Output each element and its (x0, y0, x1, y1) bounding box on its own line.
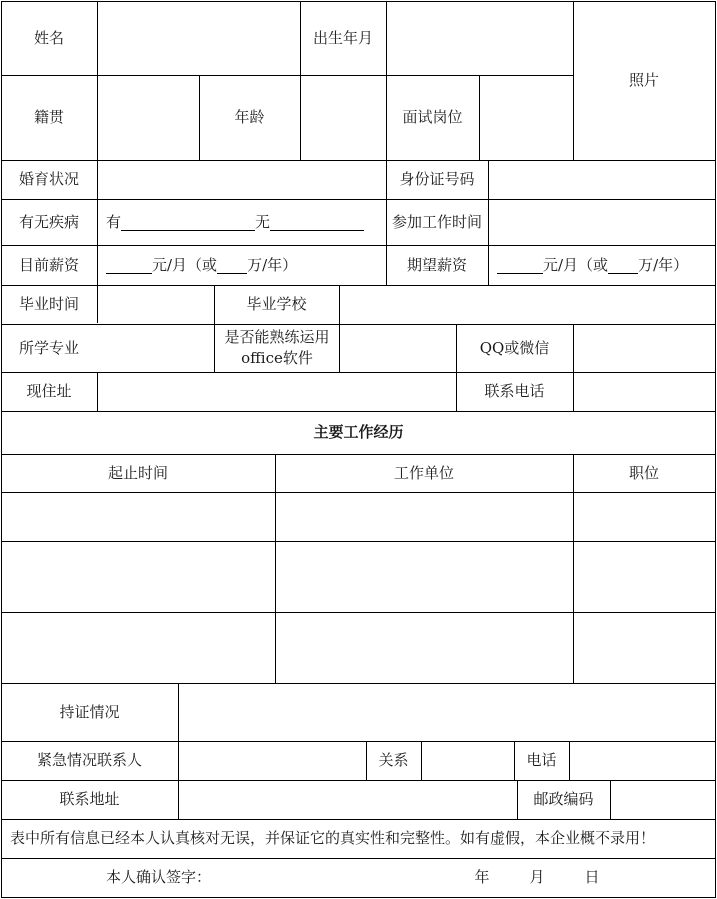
major-field[interactable] (98, 325, 214, 372)
col-period-header: 起止时间 (107, 463, 168, 482)
emergency-label: 紧急情况联系人 (36, 751, 142, 769)
postcode-field[interactable] (611, 781, 715, 819)
id-label: 身份证号码 (399, 170, 475, 188)
date-day-label: 日 (584, 868, 600, 886)
position-field[interactable] (480, 76, 573, 160)
expected-salary-month-blank[interactable] (497, 257, 543, 274)
disease-no-blank[interactable] (270, 214, 364, 231)
current-salary-year-blank[interactable] (217, 257, 247, 274)
address-field[interactable] (98, 373, 456, 411)
grad-school-field[interactable] (340, 286, 715, 324)
birth-label: 出生年月 (312, 28, 373, 47)
photo-box[interactable] (574, 2, 715, 160)
salary-unit-month: 元/月（或 (152, 255, 218, 274)
id-field[interactable] (489, 161, 715, 199)
tel-field[interactable] (570, 742, 715, 780)
relation-field[interactable] (422, 742, 514, 780)
relation-label: 关系 (378, 751, 409, 769)
grad-time-label: 毕业时间 (18, 295, 79, 313)
photo-label: 照片 (628, 70, 659, 89)
address-label: 现住址 (26, 382, 72, 400)
signature-label: 本人确认签字： (106, 868, 212, 886)
salary-unit-month: 元/月（或 (543, 255, 609, 274)
disease-no-label: 无 (255, 212, 271, 231)
cert-field[interactable] (179, 684, 715, 741)
expected-salary-input (497, 245, 713, 285)
expected-salary-label: 期望薪资 (406, 255, 467, 274)
border-bottom (1, 897, 716, 898)
major-label: 所学专业 (18, 338, 79, 357)
work-start-label: 参加工作时间 (392, 212, 483, 231)
disease-yes-label: 有 (106, 212, 122, 231)
age-label: 年龄 (234, 108, 265, 126)
date-year-label: 年 (474, 868, 490, 886)
salary-unit-year: 万/年） (638, 255, 689, 274)
current-salary-input (106, 245, 381, 285)
tel-label: 电话 (526, 751, 557, 769)
disease-yes-blank[interactable] (121, 214, 255, 231)
name-label: 姓名 (33, 28, 64, 47)
qq-field[interactable] (574, 325, 715, 372)
phone-label: 联系电话 (484, 382, 545, 400)
office-label: 是否能熟练运用office软件 (224, 328, 330, 367)
salary-unit-year: 万/年） (247, 255, 298, 274)
grad-time-field[interactable] (98, 286, 214, 324)
work-section-title: 主要工作经历 (313, 423, 404, 441)
signature-field[interactable] (236, 859, 456, 897)
grad-school-label: 毕业学校 (246, 295, 307, 313)
birth-field[interactable] (387, 2, 573, 75)
postcode-label: 邮政编码 (533, 790, 594, 808)
native-place-field[interactable] (98, 76, 199, 160)
office-field[interactable] (340, 325, 456, 372)
work-row-3[interactable] (2, 613, 715, 683)
cert-label: 持证情况 (59, 702, 120, 721)
emergency-field[interactable] (179, 742, 366, 780)
age-field[interactable] (301, 76, 386, 160)
work-row-1[interactable] (2, 493, 715, 541)
current-salary-label: 目前薪资 (18, 255, 79, 274)
position-label: 面试岗位 (402, 108, 463, 126)
name-field[interactable] (98, 2, 300, 75)
date-month-label: 月 (529, 868, 545, 886)
native-place-label: 籍贯 (33, 108, 64, 126)
current-salary-month-blank[interactable] (106, 257, 152, 274)
disease-options (106, 199, 381, 245)
marital-field[interactable] (98, 161, 386, 199)
qq-label: QQ或微信 (479, 338, 550, 357)
work-row-2[interactable] (2, 542, 715, 612)
work-start-field[interactable] (489, 200, 715, 245)
col-title-header: 职位 (628, 463, 659, 482)
expected-salary-year-blank[interactable] (608, 257, 638, 274)
phone-field[interactable] (574, 373, 715, 411)
contact-addr-field[interactable] (179, 781, 517, 819)
disease-label: 有无疾病 (18, 212, 79, 231)
marital-label: 婚育状况 (18, 170, 79, 188)
col-company-header: 工作单位 (393, 463, 454, 482)
contact-addr-label: 联系地址 (59, 790, 120, 808)
statement-text: 表中所有信息已经本人认真核对无误，并保证它的真实性和完整性。如有虚假，本企业概不录用！ (10, 829, 656, 847)
